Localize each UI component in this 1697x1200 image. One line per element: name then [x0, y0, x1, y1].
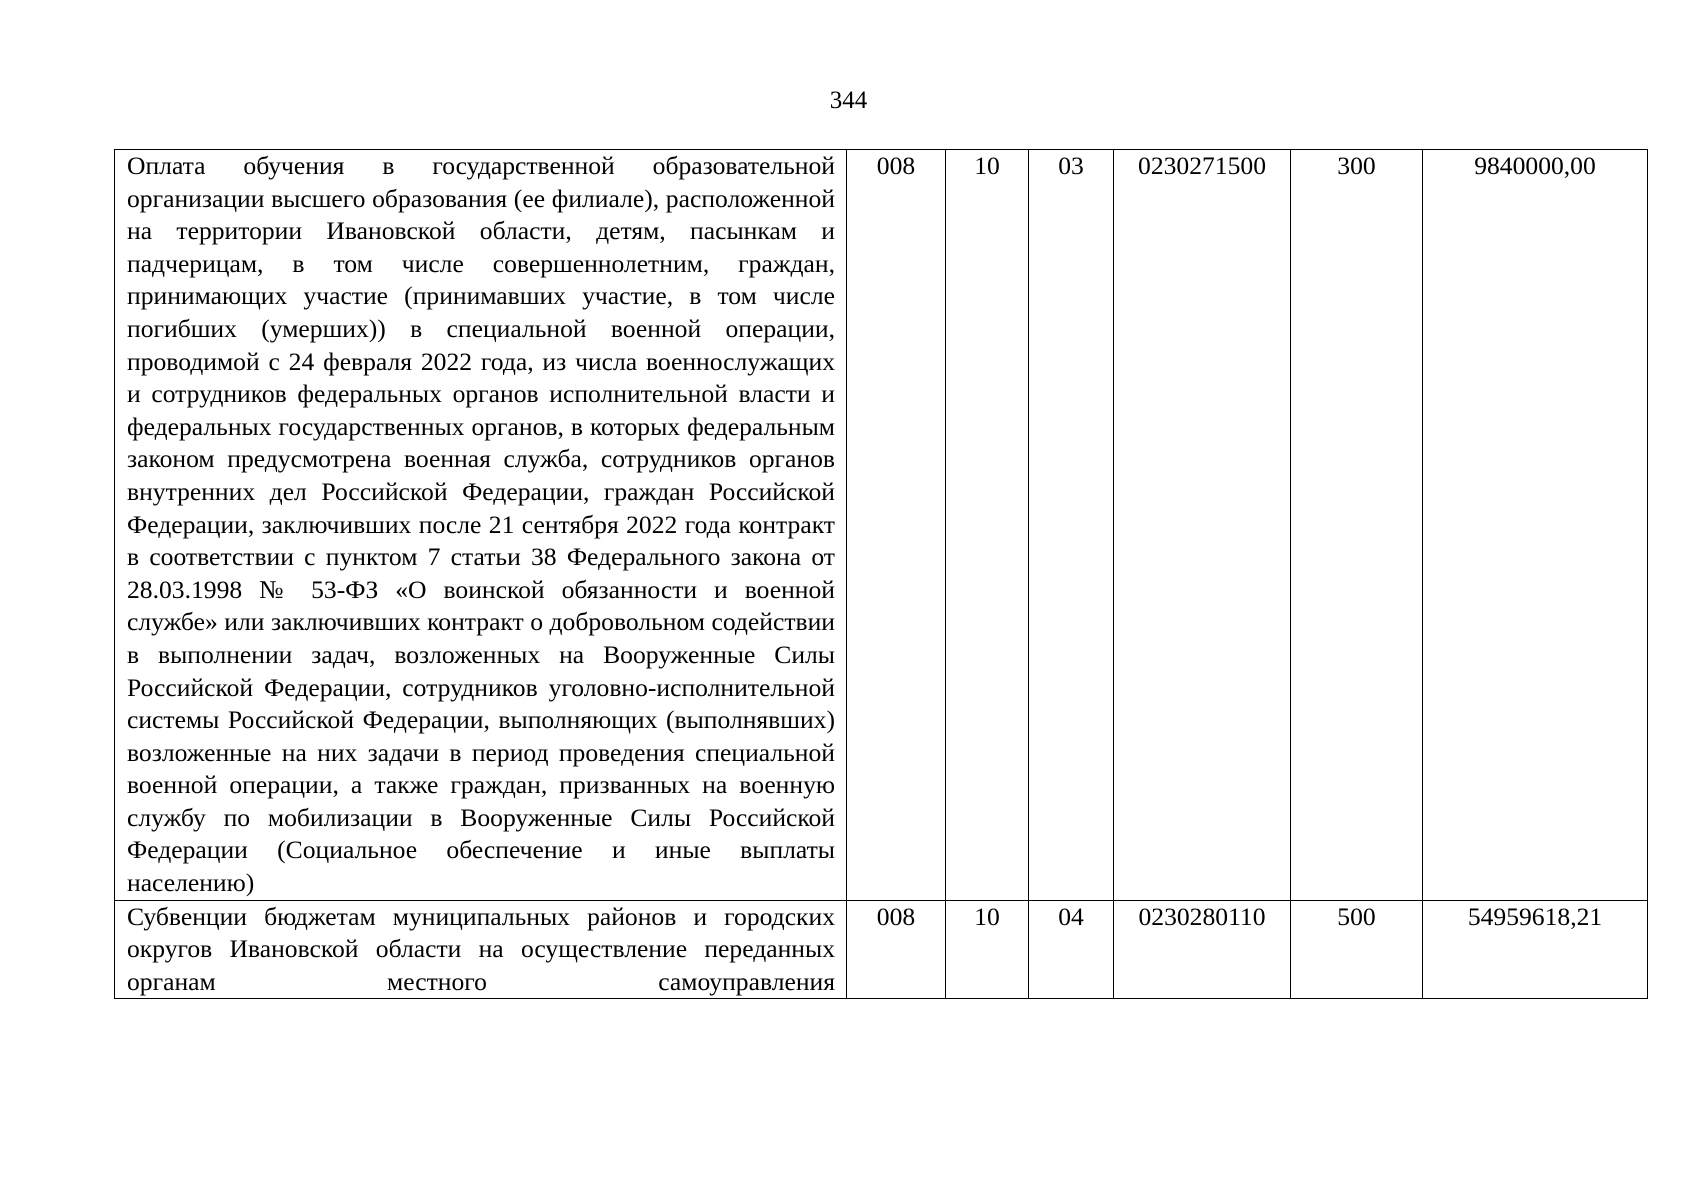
- amount-cell: 54959618,21: [1423, 900, 1648, 999]
- budget-table: [114, 149, 1648, 999]
- table-row: [115, 150, 1648, 901]
- target-article-cell: 0230271500: [1114, 150, 1291, 901]
- section-code-cell: 10: [946, 150, 1029, 901]
- page-number: 344: [829, 87, 868, 114]
- row-description-cell: [115, 150, 847, 901]
- subsection-code-cell: 04: [1029, 900, 1114, 999]
- row-description-cell: [115, 900, 847, 999]
- subsection-code-cell: 03: [1029, 150, 1114, 901]
- ministry-code-cell: 008: [847, 150, 946, 901]
- table-row: [115, 900, 1648, 999]
- row-description: Субвенции бюджетам муниципальных районов и городских округов Ивановской области на осуществление переданных органам местного самоуправления: [127, 901, 835, 996]
- row-description: Оплата обучения в государственной образовательной организации высшего образования (ее филиале), расположенной на территории Ивановской области, детям, пасынкам и падчерицам, в том числе совершеннолетним, граждан, принимающих участие (принимавших участие, в том числе погибших (умерших)) в специальной военной операции, проводимой с 24 февраля 2022 года, из числа военнослужащих и сотрудников федеральных органов исполнительной власти и федеральных государственных органов, в которых федеральным законом предусмотрена военная служба, сотрудников органов внутренних дел Российской Федерации, граждан Российской Федерации, заключивших после 21 сентября 2022 года контракт в соответствии с пунктом 7 статьи 38 Федерального закона от 28.03.1998 № 53-ФЗ «О воинской обязанности и военной службе» или заключивших контракт о добровольном содействии в выполнении задач, возложенных на Вооруженные Силы Российской Федерации, сотрудников уголовно-исполнительной системы Российской Федерации, выполняющих (выполнявших) возложенные на них задачи в период проведения специальной военной операции, а также граждан, призванных на военную службу по мобилизации в Вооруженные Силы Российской Федерации (Социальное обеспечение и иные выплаты населению): [127, 151, 835, 898]
- ministry-code-cell: 008: [847, 900, 946, 999]
- target-article-cell: 0230280110: [1114, 900, 1291, 999]
- section-code-cell: 10: [946, 900, 1029, 999]
- amount-cell: 9840000,00: [1423, 150, 1648, 901]
- expense-type-cell: 300: [1291, 150, 1423, 901]
- expense-type-cell: 500: [1291, 900, 1423, 999]
